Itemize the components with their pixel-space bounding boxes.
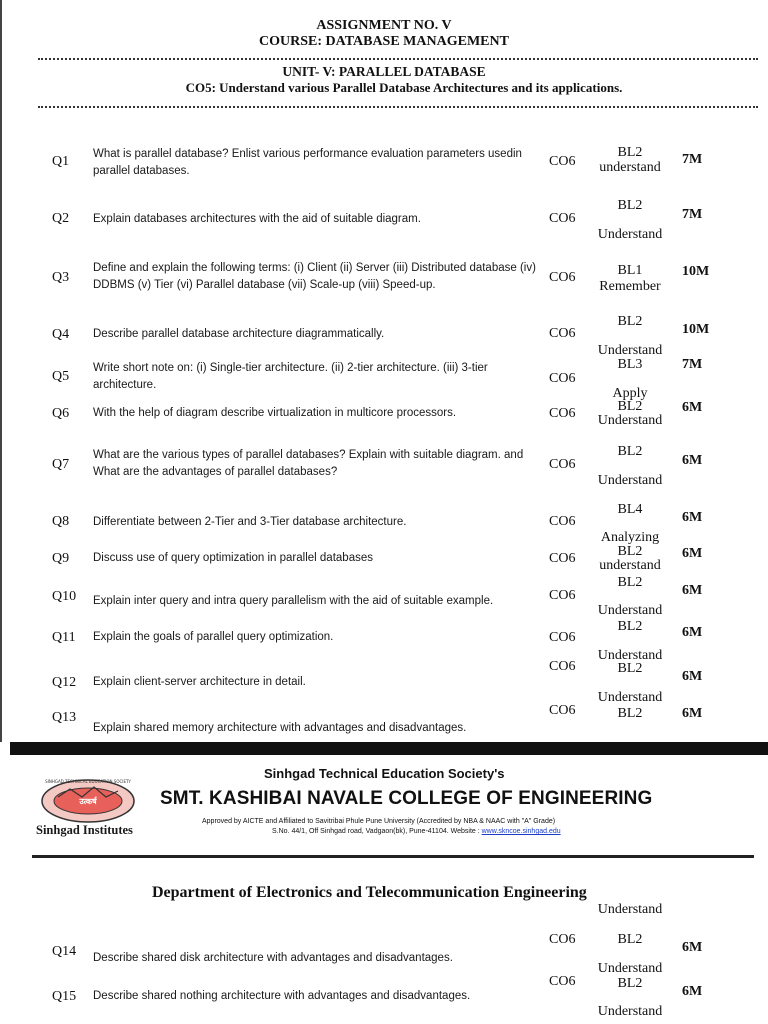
- bloom-level-word: Understand: [597, 648, 663, 663]
- dotted-divider: [38, 58, 758, 60]
- marks: 6M: [682, 669, 703, 684]
- logo-caption: Sinhgad Institutes: [36, 823, 133, 837]
- marks: 6M: [682, 546, 703, 561]
- marks: 6M: [682, 453, 703, 468]
- course-outcome-code: CO6: [549, 326, 576, 341]
- question-number: Q7: [52, 457, 70, 472]
- page-break-bar: [10, 742, 768, 755]
- bloom-level: BL3: [617, 357, 643, 372]
- bloom-level-word: Understand: [597, 690, 663, 705]
- question-text: Explain shared memory architecture with advantages and disadvantages.: [93, 722, 467, 734]
- course-title: COURSE: DATABASE MANAGEMENT: [259, 34, 509, 49]
- bloom-level-word: Understand: [597, 603, 663, 618]
- question-text: What are the various types of parallel databases? Explain with suitable diagram. and What are the advantages of parallel databases?: [93, 449, 524, 478]
- course-outcome-code: CO6: [549, 371, 576, 386]
- dotted-divider: [38, 106, 758, 108]
- bloom-level-word: Understand: [597, 1004, 663, 1019]
- bloom-level: BL2: [617, 661, 643, 676]
- question-text: Write short note on: (i) Single-tier architecture. (ii) 2-tier architecture. (iii) 3-tier architecture.: [93, 362, 488, 391]
- bloom-level-word: Apply: [612, 386, 648, 401]
- marks: 6M: [682, 706, 703, 721]
- bloom-level-word: Understand: [597, 902, 663, 917]
- course-outcome-code: CO6: [549, 514, 576, 529]
- course-outcome-code: CO6: [549, 630, 576, 645]
- question-number: Q1: [52, 154, 70, 169]
- question-text: Explain the goals of parallel query optimization.: [93, 631, 334, 643]
- question-number: Q4: [52, 327, 70, 342]
- course-outcome-code: CO6: [549, 551, 576, 566]
- bloom-level: BL2: [617, 575, 643, 590]
- bloom-level-word: Understand: [597, 343, 663, 358]
- question-text: Explain databases architectures with the aid of suitable diagram.: [93, 213, 421, 225]
- question-number: Q8: [52, 514, 70, 529]
- bloom-level: BL2: [617, 544, 643, 559]
- question-number: Q2: [52, 211, 70, 226]
- course-outcome-code: CO6: [549, 703, 576, 718]
- bloom-level-word: Remember: [599, 279, 661, 294]
- marks: 6M: [682, 625, 703, 640]
- question-number: Q6: [52, 406, 70, 421]
- bloom-level: BL2: [617, 444, 643, 459]
- question-number: Q13: [52, 710, 77, 725]
- course-outcome-code: CO6: [549, 457, 576, 472]
- question-number: Q9: [52, 551, 70, 566]
- question-text: Describe parallel database architecture diagrammatically.: [93, 328, 385, 340]
- course-outcome-code: CO6: [549, 270, 576, 285]
- college-name: SMT. KASHIBAI NAVALE COLLEGE OF ENGINEERING: [160, 788, 653, 809]
- question-number: Q12: [52, 675, 77, 690]
- marks: 6M: [682, 583, 703, 598]
- approval-line: Approved by AICTE and Affiliated to Savitribai Phule Pune University (Accredited by NBA & NAAC with "A" Grade): [202, 818, 556, 825]
- unit-title: UNIT- V: PARALLEL DATABASE: [282, 64, 486, 79]
- logo-center-text: उत्कर्ष: [79, 797, 97, 806]
- course-outcome-code: CO6: [549, 406, 576, 421]
- address-line: S.No. 44/1, Off Sinhgad road, Vadgaon(bk), Pune-41104. Website :: [272, 828, 480, 835]
- logo-ring-text: SINHGAD TECHNICAL EDUCATION SOCIETY: [45, 779, 131, 784]
- bloom-level-word: understand: [599, 558, 661, 573]
- marks: 6M: [682, 984, 703, 999]
- bloom-level: BL4: [617, 502, 643, 517]
- bloom-level: BL2: [617, 976, 643, 991]
- bloom-level-word: Understand: [597, 473, 663, 488]
- bloom-level: BL2: [617, 706, 643, 721]
- question-text: Discuss use of query optimization in parallel databases: [93, 552, 373, 564]
- college-logo: [38, 775, 148, 823]
- department-title: Department of Electronics and Telecommunication Engineering: [152, 884, 587, 901]
- question-text: Define and explain the following terms: (i) Client (ii) Server (iii) Distributed database (iv) DDBMS (v) Tier (vi) Parallel database (vii) Scale-up (viii) Speed-up.: [93, 262, 536, 291]
- marks: 7M: [682, 357, 703, 372]
- marks: 6M: [682, 940, 703, 955]
- question-text: Explain client-server architecture in detail.: [93, 676, 306, 688]
- bloom-level: BL2: [617, 399, 643, 414]
- question-number: Q5: [52, 369, 70, 384]
- bloom-level-word: Understand: [597, 227, 663, 242]
- course-outcome-code: CO6: [549, 154, 576, 169]
- question-text: Differentiate between 2-Tier and 3-Tier database architecture.: [93, 516, 407, 528]
- question-text: Describe shared disk architecture with advantages and disadvantages.: [93, 952, 453, 964]
- question-text: Explain inter query and intra query parallelism with the aid of suitable example.: [93, 595, 494, 607]
- society-name: Sinhgad Technical Education Society's: [264, 766, 505, 781]
- question-text: Describe shared nothing architecture with advantages and disadvantages.: [93, 990, 471, 1002]
- course-outcome-code: CO6: [549, 659, 576, 674]
- website-link[interactable]: www.skncoe.sinhgad.edu: [481, 828, 561, 835]
- marks: 10M: [682, 322, 710, 337]
- bloom-level: BL2: [617, 619, 643, 634]
- bloom-level: BL2: [617, 314, 643, 329]
- assignment-title: ASSIGNMENT NO. V: [316, 18, 452, 33]
- marks: 10M: [682, 264, 710, 279]
- bloom-level: BL2: [617, 198, 643, 213]
- question-number: Q11: [52, 630, 76, 645]
- course-outcome: CO5: Understand various Parallel Database Architectures and its applications.: [185, 80, 623, 95]
- question-number: Q15: [52, 989, 77, 1004]
- marks: 6M: [682, 400, 703, 415]
- course-outcome-code: CO6: [549, 211, 576, 226]
- letterhead-rule: [32, 855, 754, 858]
- course-outcome-code: CO6: [549, 588, 576, 603]
- question-number: Q14: [52, 944, 77, 959]
- course-outcome-code: CO6: [549, 974, 576, 989]
- bloom-level: BL2: [617, 145, 643, 160]
- marks: 6M: [682, 510, 703, 525]
- question-text: With the help of diagram describe virtualization in multicore processors.: [93, 407, 457, 419]
- bloom-level-word: Understand: [597, 413, 663, 428]
- question-text: What is parallel database? Enlist various performance evaluation parameters usedin parallel databases.: [93, 148, 522, 177]
- bloom-level: BL2: [617, 932, 643, 947]
- accreditation-text: [200, 817, 720, 837]
- question-number: Q3: [52, 270, 70, 285]
- bloom-level-word: Understand: [597, 961, 663, 976]
- question-number: Q10: [52, 589, 77, 604]
- bloom-level: BL1: [617, 263, 643, 278]
- course-outcome-code: CO6: [549, 932, 576, 947]
- marks: 7M: [682, 207, 703, 222]
- marks: 7M: [682, 152, 703, 167]
- bloom-level-word: understand: [599, 160, 661, 175]
- bloom-level-word: Analyzing: [600, 530, 660, 545]
